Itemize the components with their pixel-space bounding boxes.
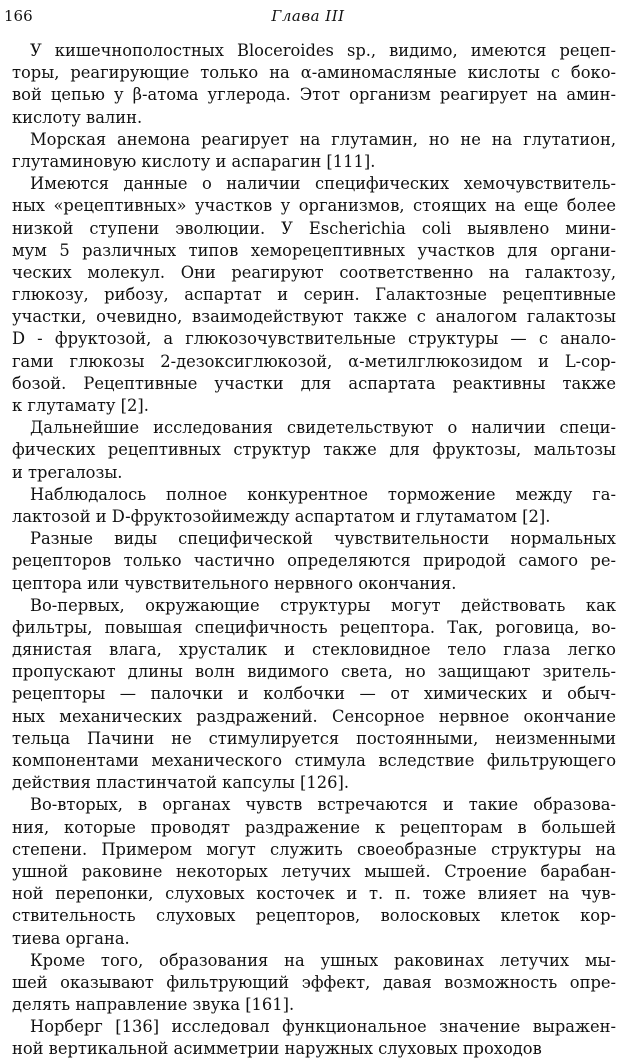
text-line: компонентами механического стимула вследствие фильтрующего bbox=[12, 751, 616, 770]
paragraph bbox=[12, 40, 616, 129]
paragraph bbox=[12, 950, 616, 1017]
text-line: ных механических раздражений. Сенсорное нервное окончание bbox=[12, 706, 616, 726]
text-line: У кишечнополостных Bloceroides sp., видимо, имеются рецеп- bbox=[30, 41, 616, 60]
text-line: рецепторы — палочки и колбочки — от химических и обыч- bbox=[12, 684, 616, 704]
text-line: тельца Пачини не стимулируется постоянными, неизменными bbox=[12, 728, 616, 748]
text-line: ных «рецептивных» участков у организмов, стоящих на еще более bbox=[12, 196, 616, 216]
text-line: ушной раковине некоторых летучих мышей. Строение барабан- bbox=[12, 861, 616, 881]
text-line: ной перепонки, слуховых косточек и т. п. тоже влияет на чув- bbox=[12, 884, 616, 904]
running-title: Глава III bbox=[271, 7, 345, 25]
paragraph bbox=[12, 484, 616, 528]
text-line: к глутамату [2]. bbox=[12, 396, 149, 415]
text-line: Во-вторых, в органах чувств встречаются и такие образова- bbox=[30, 795, 616, 815]
paragraph bbox=[12, 417, 616, 484]
text-line: действия пластинчатой капсулы [126]. bbox=[12, 773, 350, 793]
text-line: кислоту валин. bbox=[12, 107, 143, 127]
text-line: рецепторов только частично определяются природой самого ре- bbox=[12, 551, 616, 571]
page-number: 166 bbox=[4, 7, 33, 25]
paragraph bbox=[12, 794, 616, 949]
text-line: шей оказывают фильтрующий эффект, давая возможность опре- bbox=[12, 972, 616, 992]
text-line: Норберг [136] исследовал функциональное значение выражен- bbox=[30, 1017, 616, 1037]
text-line: Имеются данные о наличии специфических хемочувствитель- bbox=[30, 174, 616, 194]
text-line: степени. Примером могут служить своеобразные структуры на bbox=[12, 839, 616, 859]
paragraph bbox=[12, 595, 616, 795]
text-line: ческих молекул. Они реагируют соответственно на галактозу, bbox=[12, 262, 616, 282]
text-line: мум 5 различных типов хеморецептивных участков для органи- bbox=[12, 240, 616, 260]
text-line: Во-первых, окружающие структуры могут действовать как bbox=[30, 595, 616, 615]
text-line: низкой ступени эволюции. У Escherichia coli выявлено мини- bbox=[12, 218, 616, 238]
text-line: ной вертикальной асимметрии наружных слуховых проходов bbox=[12, 1039, 542, 1059]
text-line: делять направление звука [161]. bbox=[12, 995, 295, 1015]
text-line: Разные виды специфической чувствительности нормальных bbox=[30, 529, 616, 549]
text-line: глюкозу, рибозу, аспартат и серин. Галактозные рецептивные bbox=[12, 285, 616, 305]
text-line: гами глюкозы 2-дезоксиглюкозой, α-метилглюкозидом и L-сор- bbox=[12, 351, 616, 371]
page-header bbox=[4, 4, 612, 28]
body-text bbox=[12, 40, 616, 1061]
text-line: фических рецептивных структур также для фруктозы, мальтозы bbox=[12, 440, 616, 460]
text-line: лактозой и D-фруктозойимежду аспартатом и глутаматом [2]. bbox=[12, 506, 551, 526]
text-line: и трегалозы. bbox=[12, 462, 123, 482]
text-line: участки, очевидно, взаимодействуют также с аналогом галактозы bbox=[12, 307, 616, 327]
text-line: глутаминовую кислоту и аспарагин [111]. bbox=[12, 151, 376, 171]
text-line: пропускают длины волн видимого света, но защищают зритель- bbox=[12, 662, 616, 682]
text-line: ния, которые проводят раздражение к рецепторам в большей bbox=[12, 817, 616, 837]
text-line: Кроме того, образования на ушных раковинах летучих мы- bbox=[30, 950, 616, 970]
text-line: торы, реагирующие только на α-аминомасляные кислоты с боко- bbox=[12, 63, 616, 83]
text-line: Дальнейшие исследования свидетельствуют о наличии специ- bbox=[30, 418, 616, 438]
text-line: вой цепью у β-атома углерода. Этот организм реагирует на амин- bbox=[12, 85, 616, 105]
text-line: дянистая влага, хрусталик и стекловидное тело глаза легко bbox=[12, 640, 616, 660]
text-line: бозой. Рецептивные участки для аспартата реактивны также bbox=[12, 373, 616, 393]
text-line: Морская анемона реагирует на глутамин, но не на глутатион, bbox=[30, 129, 616, 149]
text-line: ствительность слуховых рецепторов, волосковых клеток кор- bbox=[12, 906, 616, 926]
text-line: цептора или чувствительного нервного окончания. bbox=[12, 573, 457, 593]
text-line: D - фруктозой, а глюкозочувствительные структуры — с анало- bbox=[12, 329, 616, 349]
text-line: тиева органа. bbox=[12, 928, 130, 948]
paragraph bbox=[12, 528, 616, 595]
text-line: фильтры, повышая специфичность рецептора. Так, роговица, во- bbox=[12, 617, 616, 637]
paragraph bbox=[12, 129, 616, 173]
text-line: Наблюдалось полное конкурентное торможение между га- bbox=[30, 484, 616, 504]
paragraph bbox=[12, 173, 616, 417]
paragraph bbox=[12, 1016, 616, 1060]
